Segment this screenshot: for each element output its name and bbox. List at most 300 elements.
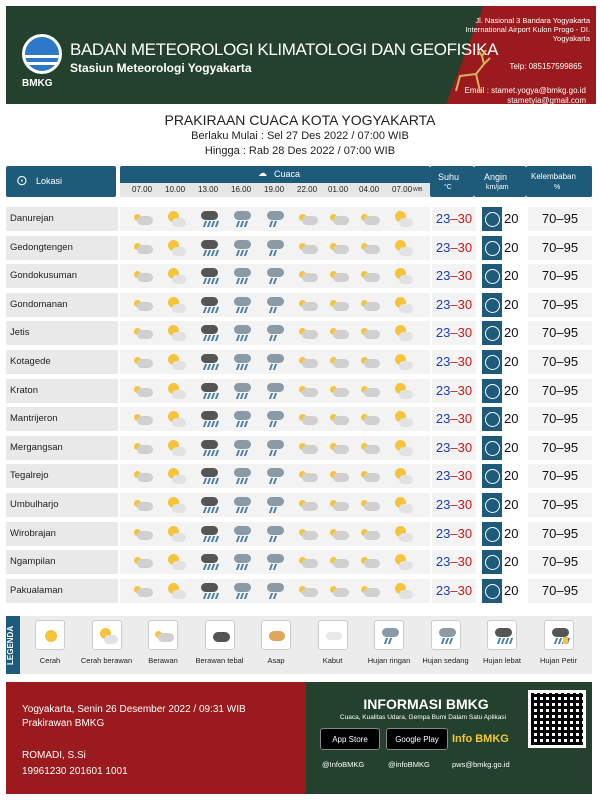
cuaca-label: Cuaca <box>274 169 301 179</box>
table-row <box>6 522 592 548</box>
wind-direction-icon <box>482 522 502 546</box>
wind-speed: 20 <box>504 325 519 341</box>
temperature <box>432 464 476 488</box>
berawan-icon <box>132 439 154 457</box>
angin-label: Angin <box>484 172 508 182</box>
social-twitter[interactable]: @InfoBMKG <box>322 760 365 769</box>
temp-sep: – <box>450 296 458 312</box>
berawan-icon <box>359 210 381 228</box>
hujan-ringan-icon <box>264 439 286 457</box>
time-label: 07.00 <box>392 185 413 194</box>
wind-speed: 20 <box>504 239 519 255</box>
email-secondary: stametyia@gmail.com <box>507 96 586 104</box>
wind-direction-icon <box>482 379 502 403</box>
wind-speed: 20 <box>504 525 519 541</box>
legend-item <box>20 620 80 665</box>
berawan-icon <box>297 210 319 228</box>
berawan-icon <box>328 353 350 371</box>
temp-sep: – <box>450 525 458 541</box>
weather-cells <box>120 236 430 260</box>
cerah-berawan-icon <box>392 210 414 228</box>
wind-direction-icon <box>482 293 502 317</box>
cerah-berawan-icon <box>165 324 187 342</box>
hujan-ringan-icon <box>379 627 401 645</box>
bmkg-logo-icon <box>22 34 62 74</box>
legend-item <box>416 620 476 665</box>
temp-max: 30 <box>457 525 473 541</box>
table-row <box>6 464 592 490</box>
weather-cells <box>120 522 430 546</box>
time-label: 01.00 <box>328 185 349 194</box>
wind-direction-icon <box>482 407 502 431</box>
berawan-icon <box>132 525 154 543</box>
humidity: 70–95 <box>528 436 592 460</box>
table-row <box>6 579 592 605</box>
hujan-sedang-icon <box>231 467 253 485</box>
temp-sep: – <box>450 382 458 398</box>
hujan-sedang-icon <box>231 410 253 428</box>
berawan-icon <box>359 553 381 571</box>
berawan-icon <box>328 210 350 228</box>
humidity: 70–95 <box>528 550 592 574</box>
cerah-berawan-icon <box>165 467 187 485</box>
berawan-icon <box>359 324 381 342</box>
cerah-berawan-icon <box>392 382 414 400</box>
wind-direction-icon <box>482 464 502 488</box>
temperature <box>432 321 476 345</box>
wind-speed: 20 <box>504 296 519 312</box>
location-name: Gedongtengen <box>6 236 118 260</box>
temperature <box>432 379 476 403</box>
time-label: 10.00 <box>165 185 186 194</box>
legend-item <box>77 620 137 665</box>
berawan-icon <box>297 324 319 342</box>
weather-cells <box>120 207 430 231</box>
agency-title: BADAN METEOROLOGI KLIMATOLOGI DAN GEOFISIKA <box>70 40 499 59</box>
berawan-icon <box>153 627 175 645</box>
wind-direction-icon <box>482 493 502 517</box>
wind-direction-icon <box>482 321 502 345</box>
location-name: Umbulharjo <box>6 493 118 517</box>
berawan-icon <box>297 496 319 514</box>
cerah-berawan-icon <box>165 410 187 428</box>
phone: Telp: 085157599865 <box>509 62 582 71</box>
info-bmkg-button[interactable]: Info BMKG <box>452 733 509 745</box>
temp-sep: – <box>450 354 458 369</box>
hujan-sedang-icon <box>436 627 458 645</box>
table-row <box>6 436 592 462</box>
hujan-ringan-icon <box>264 239 286 257</box>
wind-direction-icon <box>482 436 502 460</box>
location-name: Kotagede <box>6 350 118 374</box>
location-name: Gondomanan <box>6 293 118 317</box>
berawan-icon <box>328 496 350 514</box>
location-name: Pakualaman <box>6 579 118 603</box>
hujan-sedang-icon <box>231 239 253 257</box>
temperature <box>432 293 476 317</box>
location-name: Mantrijeron <box>6 407 118 431</box>
hujan-ringan-icon <box>264 467 286 485</box>
location-name: Jetis <box>6 321 118 345</box>
hujan-ringan-icon <box>264 267 286 285</box>
weather-cells <box>120 550 430 574</box>
berawan-icon <box>132 410 154 428</box>
kabut-icon <box>323 627 345 645</box>
temp-max: 30 <box>457 325 473 341</box>
hujan-sedang-icon <box>231 382 253 400</box>
google-play-button[interactable]: Google Play <box>386 728 448 750</box>
cerah-berawan-icon <box>165 553 187 571</box>
table-row <box>6 207 592 233</box>
hujan-lebat-icon <box>198 382 220 400</box>
temperature <box>432 264 476 288</box>
hujan-lebat-icon <box>198 525 220 543</box>
legend-icon-box <box>92 620 122 650</box>
hujan-sedang-icon <box>231 496 253 514</box>
hujan-ringan-icon <box>264 210 286 228</box>
hujan-lebat-icon <box>198 439 220 457</box>
temp-min: 23 <box>435 582 451 598</box>
berawan-icon <box>359 353 381 371</box>
temp-sep: – <box>450 497 458 512</box>
berawan-icon <box>132 382 154 400</box>
temp-max: 30 <box>457 582 473 598</box>
temperature <box>432 579 476 603</box>
valid-from: Berlaku Mulai : Sel 27 Des 2022 / 07:00 WIB <box>191 130 409 142</box>
berawan-icon <box>297 239 319 257</box>
berawan-icon <box>328 553 350 571</box>
berawan-icon <box>132 496 154 514</box>
legend-item <box>133 620 193 665</box>
hujan-ringan-icon <box>264 353 286 371</box>
legend-item <box>303 620 363 665</box>
temp-sep: – <box>450 411 458 427</box>
berawan-icon <box>297 582 319 600</box>
info-subtitle: Cuaca, Kualitas Udara, Gempa Bumi Dalam Satu Aplikasi <box>339 714 507 721</box>
hujan-ringan-icon <box>264 496 286 514</box>
location-name: Ngampilan <box>6 550 118 574</box>
hujan-lebat-icon <box>198 353 220 371</box>
location-name: Mergangsan <box>6 436 118 460</box>
hujan-ringan-icon <box>264 324 286 342</box>
berawan-icon <box>359 267 381 285</box>
legend-icon-box <box>318 620 348 650</box>
temp-max: 30 <box>457 354 473 369</box>
table-row <box>6 293 592 319</box>
cerah-berawan-icon <box>392 496 414 514</box>
cerah-berawan-icon <box>165 296 187 314</box>
berawan-icon <box>132 582 154 600</box>
time-label: 07.00 <box>132 185 153 194</box>
temp-sep: – <box>450 239 458 255</box>
temperature <box>432 350 476 374</box>
hujan-ringan-icon <box>264 582 286 600</box>
humidity: 70–95 <box>528 293 592 317</box>
legend-text: Hujan Petir <box>539 656 578 665</box>
table-row <box>6 407 592 433</box>
berawan-icon <box>359 296 381 314</box>
suhu-label: Suhu <box>438 172 460 182</box>
legend-icon-box <box>35 620 65 650</box>
berawan-icon <box>328 439 350 457</box>
legend-item <box>190 620 250 665</box>
address: Jl. Nasional 3 Bandara Yogyakarta International Airport Kulon Progo - DI. Yogyakarta <box>465 16 590 43</box>
hujan-ringan-icon <box>264 410 286 428</box>
berawan-icon <box>297 553 319 571</box>
berawan-icon <box>328 324 350 342</box>
humidity: 70–95 <box>528 236 592 260</box>
temperature <box>432 407 476 431</box>
berawan-icon <box>132 553 154 571</box>
social-instagram[interactable]: @infoBMKG <box>388 760 430 769</box>
berawan-tebal-icon <box>210 627 232 645</box>
kelembaban-unit: % <box>554 184 561 191</box>
hujan-lebat-icon <box>198 296 220 314</box>
reindeer-decoration-icon <box>446 46 496 96</box>
cerah-berawan-icon <box>165 496 187 514</box>
berawan-icon <box>328 410 350 428</box>
cerah-berawan-icon <box>165 582 187 600</box>
location-name: Danurejan <box>6 207 118 231</box>
hujan-lebat-icon <box>198 239 220 257</box>
table-row <box>6 236 592 262</box>
temp-min: 23 <box>435 296 451 312</box>
header-banner <box>6 6 596 104</box>
temp-min: 23 <box>435 554 451 570</box>
temp-sep: – <box>450 268 458 284</box>
station-name: Stasiun Meteorologi Yogyakarta <box>70 61 252 75</box>
legend-label: LEGENDA <box>6 616 20 674</box>
berawan-icon <box>328 267 350 285</box>
humidity: 70–95 <box>528 321 592 345</box>
lokasi-label: Lokasi <box>36 176 63 186</box>
email-primary: Email : stamet.yogya@bmkg.go.id <box>464 86 586 95</box>
table-row <box>6 550 592 576</box>
footer <box>6 682 592 794</box>
wind-speed: 20 <box>504 354 519 369</box>
hujan-lebat-icon <box>198 467 220 485</box>
legend-text: Berawan <box>148 656 178 665</box>
table-row <box>6 379 592 405</box>
cerah-berawan-icon <box>392 525 414 543</box>
temp-max: 30 <box>457 382 473 398</box>
hujan-sedang-icon <box>231 439 253 457</box>
temp-min: 23 <box>435 382 451 398</box>
cerah-berawan-icon <box>165 210 187 228</box>
hujan-lebat-icon <box>492 627 514 645</box>
berawan-icon <box>297 382 319 400</box>
hujan-lebat-icon <box>198 210 220 228</box>
hujan-sedang-icon <box>231 353 253 371</box>
berawan-icon <box>297 467 319 485</box>
cerah-berawan-icon <box>392 324 414 342</box>
legend-text: Hujan ringan <box>367 656 411 665</box>
cloud-icon: ☁ <box>258 168 267 178</box>
angin-unit: km/jam <box>486 184 509 191</box>
berawan-icon <box>359 382 381 400</box>
legend-icon-box <box>431 620 461 650</box>
temp-max: 30 <box>457 497 473 512</box>
temp-max: 30 <box>457 211 473 226</box>
hujan-sedang-icon <box>231 525 253 543</box>
humidity: 70–95 <box>528 350 592 374</box>
berawan-icon <box>359 439 381 457</box>
temp-min: 23 <box>435 411 451 427</box>
wind-direction-icon <box>482 236 502 260</box>
humidity: 70–95 <box>528 207 592 231</box>
hujan-sedang-icon <box>231 582 253 600</box>
legend-text: Hujan sedang <box>422 656 469 665</box>
weather-cells <box>120 321 430 345</box>
forecaster-name: ROMADI, S.Si <box>22 750 86 761</box>
berawan-icon <box>132 296 154 314</box>
temperature <box>432 236 476 260</box>
hujan-sedang-icon <box>231 296 253 314</box>
berawan-icon <box>359 239 381 257</box>
hujan-lebat-icon <box>198 410 220 428</box>
cerah-icon <box>40 627 62 645</box>
wind-direction-icon <box>482 207 502 231</box>
legend-text: Cerah <box>39 656 61 665</box>
time-label: 13.00 <box>198 185 219 194</box>
valid-to: Hingga : Rab 28 Des 2022 / 07:00 WIB <box>204 145 396 157</box>
temp-sep: – <box>450 325 458 341</box>
hujan-sedang-icon <box>231 324 253 342</box>
table-row <box>6 264 592 290</box>
berawan-icon <box>359 410 381 428</box>
temp-min: 23 <box>435 497 451 512</box>
berawan-icon <box>328 467 350 485</box>
wind-speed: 20 <box>504 497 519 512</box>
berawan-icon <box>297 267 319 285</box>
temp-min: 23 <box>435 468 451 484</box>
cerah-berawan-icon <box>392 467 414 485</box>
wind-speed: 20 <box>504 268 519 284</box>
temp-min: 23 <box>435 268 451 284</box>
wind-speed: 20 <box>504 554 519 570</box>
temperature <box>432 207 476 231</box>
table-row <box>6 321 592 347</box>
temperature <box>432 550 476 574</box>
time-suffix: WIB <box>413 187 423 193</box>
humidity: 70–95 <box>528 407 592 431</box>
header-kelembaban <box>526 166 592 197</box>
wind-direction-icon <box>482 550 502 574</box>
asap-icon <box>266 627 288 645</box>
issue-date: Yogyakarta, Senin 26 Desember 2022 / 09:31 WIB <box>22 704 246 715</box>
temp-max: 30 <box>457 468 473 484</box>
legend-icon-box <box>261 620 291 650</box>
temperature <box>432 493 476 517</box>
wind-speed: 20 <box>504 468 519 484</box>
cerah-berawan-icon <box>165 382 187 400</box>
kelembaban-label: Kelembaban <box>531 172 576 181</box>
berawan-icon <box>359 467 381 485</box>
temp-max: 30 <box>457 439 473 455</box>
hujan-lebat-icon <box>198 582 220 600</box>
berawan-icon <box>132 239 154 257</box>
hujan-lebat-icon <box>198 324 220 342</box>
berawan-icon <box>297 439 319 457</box>
legend-text: Asap <box>267 656 285 665</box>
berawan-icon <box>297 296 319 314</box>
humidity: 70–95 <box>528 579 592 603</box>
hujan-sedang-icon <box>231 553 253 571</box>
app-store-button[interactable]: App Store <box>320 728 380 750</box>
hujan-petir-icon <box>549 627 571 645</box>
header-angin <box>474 166 526 197</box>
cerah-berawan-icon <box>392 239 414 257</box>
time-label: 16.00 <box>231 185 252 194</box>
hujan-lebat-icon <box>198 496 220 514</box>
cerah-berawan-icon <box>165 439 187 457</box>
wind-speed: 20 <box>504 382 519 398</box>
temperature <box>432 522 476 546</box>
cerah-berawan-icon <box>392 582 414 600</box>
berawan-icon <box>297 410 319 428</box>
temp-max: 30 <box>457 296 473 312</box>
temp-sep: – <box>450 582 458 598</box>
table-row <box>6 493 592 519</box>
temp-sep: – <box>450 439 458 455</box>
suhu-unit: °C <box>444 184 452 191</box>
location-name: Tegalrejo <box>6 464 118 488</box>
cerah-berawan-icon <box>165 239 187 257</box>
wind-speed: 20 <box>504 411 519 427</box>
temp-max: 30 <box>457 268 473 284</box>
berawan-icon <box>328 239 350 257</box>
cerah-berawan-icon <box>392 267 414 285</box>
weather-cells <box>120 379 430 403</box>
legend-icon-box <box>487 620 517 650</box>
humidity: 70–95 <box>528 464 592 488</box>
temp-max: 30 <box>457 411 473 427</box>
hujan-ringan-icon <box>264 553 286 571</box>
berawan-icon <box>328 525 350 543</box>
legend-icon-box <box>544 620 574 650</box>
hujan-ringan-icon <box>264 382 286 400</box>
weather-cells <box>120 293 430 317</box>
temp-max: 30 <box>457 239 473 255</box>
social-email[interactable]: pws@bmkg.go.id <box>452 760 510 769</box>
legend-item <box>359 620 419 665</box>
cerah-berawan-icon <box>392 410 414 428</box>
info-title: INFORMASI BMKG <box>363 696 489 712</box>
berawan-icon <box>328 582 350 600</box>
header-lokasi <box>6 166 116 197</box>
temp-min: 23 <box>435 239 451 255</box>
forecast-title: PRAKIRAAN CUACA KOTA YOGYAKARTA <box>164 112 436 128</box>
weather-cells <box>120 264 430 288</box>
location-name: Wirobrajan <box>6 522 118 546</box>
temperature <box>432 436 476 460</box>
time-label: 19.00 <box>264 185 285 194</box>
legend-text: Kabut <box>322 656 343 665</box>
cerah-berawan-icon <box>165 525 187 543</box>
cerah-berawan-icon <box>392 296 414 314</box>
berawan-icon <box>328 296 350 314</box>
temp-sep: – <box>450 211 458 226</box>
legend-item <box>246 620 306 665</box>
time-label: 22.00 <box>297 185 318 194</box>
qr-code-icon[interactable] <box>528 690 586 748</box>
wind-direction-icon <box>482 264 502 288</box>
weather-cells <box>120 436 430 460</box>
time-header-row <box>120 183 430 197</box>
weather-cells <box>120 579 430 603</box>
cerah-berawan-icon <box>165 353 187 371</box>
legend-icon-box <box>148 620 178 650</box>
